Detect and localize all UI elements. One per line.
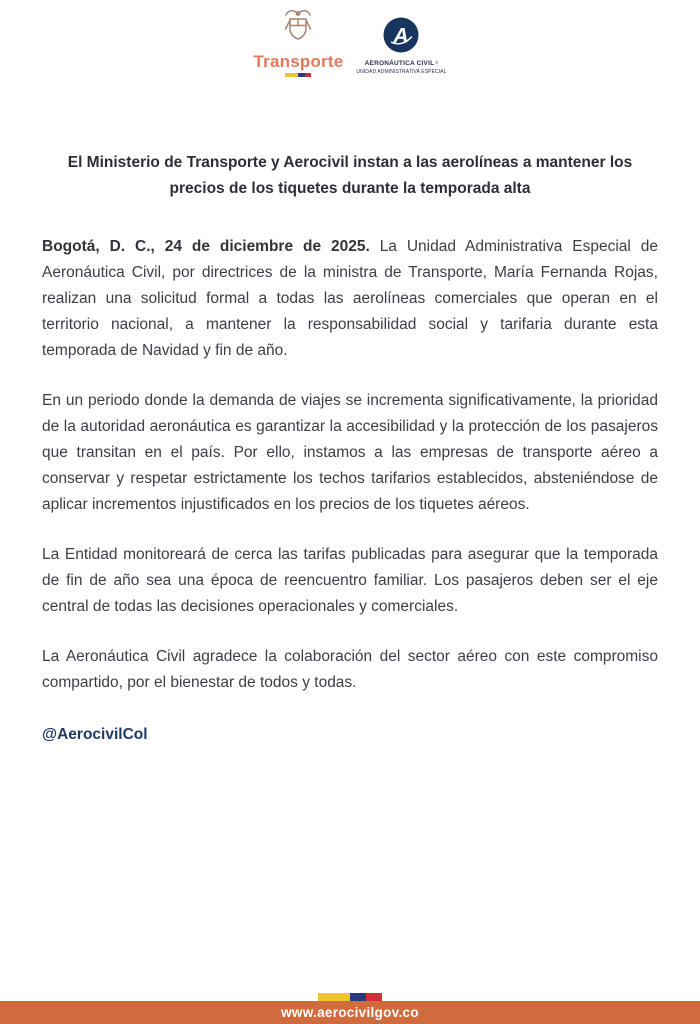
aerocivil-subtitle: UNIDAD ADMINISTRATIVA ESPECIAL	[356, 68, 447, 75]
aerocivil-name: AERONÁUTICA CIVIL	[364, 60, 435, 67]
footer-url: www.aerocivilgov.co	[0, 1001, 700, 1024]
press-release-body	[0, 150, 700, 744]
paragraph-dateline	[42, 234, 658, 364]
paragraph	[42, 644, 658, 696]
page-title: El Ministerio de Transporte y Aerocivil instan a las aerolíneas a mantener los precios de los tiquetes durante la temporada alta	[67, 154, 633, 197]
transporte-wordmark: Transporte	[253, 52, 344, 71]
paragraph-text: La Aeronáutica Civil agradece la colaboración del sector aéreo con este compromiso compartido, por el bienestar de todos y todas.	[42, 648, 658, 691]
aerocivil-logo	[356, 17, 446, 75]
svg-text:A: A	[393, 24, 410, 48]
footer	[0, 993, 700, 1024]
paragraph-text: En un periodo donde la demanda de viajes se incrementa significativamente, la prioridad de la autoridad aeronáutica es garantizar la accesibilidad y la protección de los pasajeros que transitan en el país. Por ello, instamos a las empresas de transporte aéreo a conservar y respetar estrictamente los techos tarifarios establecidos, absteniéndose de aplicar incrementos injustificados en los precios de los tiquetes aéreos.	[42, 392, 658, 513]
dateline: Bogotá, D. C., 24 de diciembre de 2025.	[42, 238, 370, 255]
social-handle: @AerocivilCol	[42, 726, 148, 743]
colombia-flag-ribbon-icon	[285, 73, 311, 77]
paragraph	[42, 388, 658, 518]
header	[0, 0, 700, 74]
colombia-flag-ribbon-icon	[318, 993, 382, 1001]
registered-mark: ®	[435, 60, 439, 65]
paragraph-text: La Entidad monitoreará de cerca las tarifas publicadas para asegurar que la temporada de fin de año sea una época de reencuentro familiar. Los pasajeros deben ser el eje central de todas las decisiones operacionales y comerciales.	[42, 546, 658, 615]
paragraph-text: La Unidad Administrativa Especial de Aeronáutica Civil, por directrices de la ministra de Transporte, María Fernanda Rojas, realizan una solicitud formal a todas las aerolíneas comerciales que operan en el territorio nacional, a mantener la responsabilidad social y tarifaria durante esta temporada de Navidad y fin de año.	[42, 238, 658, 359]
transporte-logo	[254, 8, 344, 77]
paragraph	[42, 542, 658, 620]
aerocivil-monogram-icon	[383, 17, 419, 58]
escudo-icon	[283, 8, 313, 51]
